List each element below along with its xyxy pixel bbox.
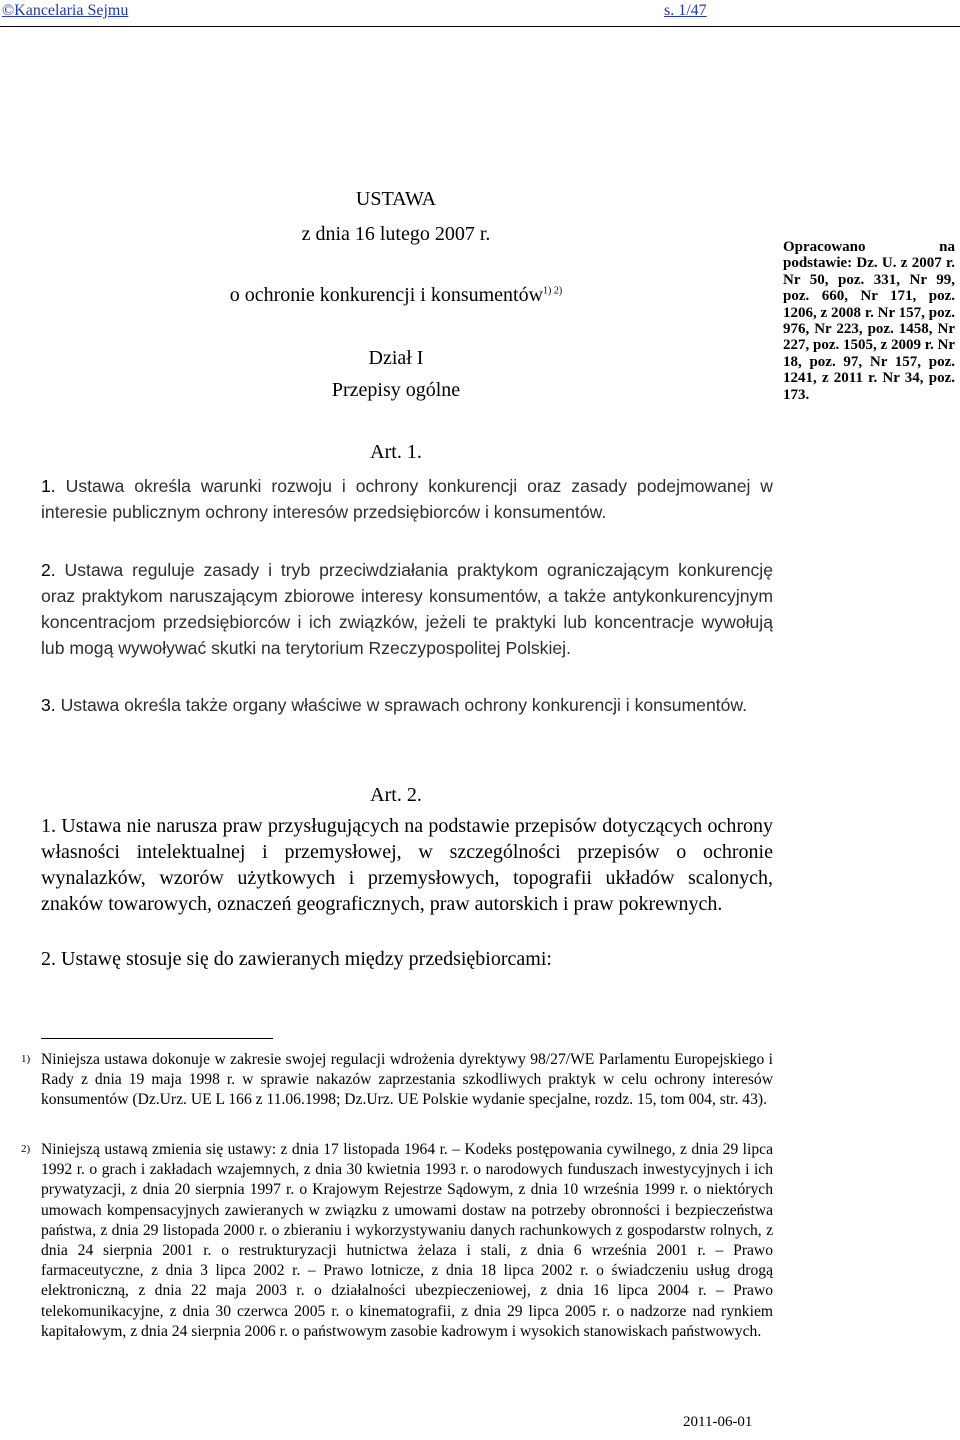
art1-p1-number: 1. (41, 476, 56, 496)
act-type-title: USTAWA (355, 188, 437, 210)
art1-heading: Art. 1. (370, 441, 422, 463)
art1-p3-number: 3. (41, 695, 56, 715)
header-divider (0, 26, 960, 27)
footnote-divider (41, 1038, 273, 1039)
art2-p1-text: Ustawa nie narusza praw przysługujących na podstawie przepisów dotyczących ochrony własności intelektualnej i przemysłowej, w szczególności przepisów o ochronie wynalazków, wzorów użytkowych i przemysłowych, topografii układów scalonych, znaków towarowych, oznaczeń geograficznych, praw autorskich i praw pokrewnych. (41, 815, 773, 915)
art1-p3-text: Ustawa określa także organy właściwe w sprawach ochrony konkurencji i konsumentów. (60, 695, 748, 715)
division-name: Przepisy ogólne (331, 379, 461, 401)
footnote-2 (21, 1140, 773, 1342)
footnote-1 (21, 1050, 773, 1111)
division-label: Dział I (368, 347, 424, 369)
footnote-1-mark: 1) (21, 1053, 31, 1065)
act-date: z dnia 16 lutego 2007 r. (301, 223, 491, 245)
art1-p2-number: 2. (41, 560, 56, 580)
art1-paragraph-3 (41, 692, 773, 718)
footnote-2-text: Niniejszą ustawą zmienia się ustawy: z dnia 17 listopada 1964 r. – Kodeks postępowania cywilnego, z dnia 29 lipca 1992 r. o grach i zakładach wzajemnych, z dnia 30 kwietnia 1993 r. o narodowych funduszach inwestycyjnych i ich prywatyzacji, z dnia 20 sierpnia 1997 r. o Krajowym Rejestrze Sądowym, z dnia 10 września 1999 r. o niektórych umowach kompensacyjnych zawieranych w związku z umowami dostaw na potrzeby obronności i bezpieczeństwa państwa, z dnia 29 listopada 2000 r. o zbieraniu i wykorzystywaniu danych rachunkowych z gospodarstw rolnych, z dnia 24 sierpnia 2001 r. o restrukturyzacji hutnictwa żelaza i stali, z dnia 6 września 2001 r. – Prawo farmaceutyczne, z dnia 3 lipca 2002 r. – Prawo lotnicze, z dnia 18 lipca 2002 r. o świadczeniu usług drogą elektroniczną, z dnia 22 maja 2003 r. o działalności ubezpieczeniowej, z dnia 16 lipca 2004 r. – Prawo telekomunikacyjne, z dnia 30 czerwca 2005 r. o kinematografii, z dnia 29 lipca 2005 r. o nadzorze nad rynkiem kapitałowym, z dnia 24 sierpnia 2006 r. o państwowym zasobie kadrowym i wysokich stanowiskach państwowych. (41, 1141, 773, 1340)
art1-p2-text: Ustawa reguluje zasady i tryb przeciwdziałania praktykom ograniczającym konkurencję oraz praktykom naruszającym zbiorowe interesy konsumentów, a także antykonkurencyjnym koncentracjom przedsiębiorców i ich związków, jeżeli te praktyki lub koncentracje wywołują lub mogą wywoływać skutki na terytorium Rzeczypospolitej Polskiej. (41, 560, 773, 658)
art2-paragraph-1 (41, 813, 773, 917)
art1-paragraph-2 (41, 557, 773, 661)
art2-p2-number: 2. (41, 948, 56, 970)
footnote-2-mark: 2) (21, 1143, 31, 1155)
art1-p1-text: Ustawa określa warunki rozwoju i ochrony konkurencji oraz zasady podejmowanej w interesie publicznym ochrony interesów przedsiębiorców i konsumentów. (41, 476, 774, 522)
footer-date: 2011-06-01 (683, 1414, 753, 1430)
art2-heading: Art. 2. (370, 784, 422, 806)
art2-p2-text: Ustawę stosuje się do zawieranych między przedsiębiorcami: (61, 948, 552, 970)
act-subject-footnote-refs: 1) 2) (543, 285, 563, 297)
copyright-link[interactable]: ©Kancelaria Sejmu (2, 2, 129, 19)
footnote-1-text: Niniejsza ustawa dokonuje w zakresie swojej regulacji wdrożenia dyrektywy 98/27/WE Parlamentu Europejskiego i Rady z dnia 19 maja 1998 r. w sprawie nakazów zaprzestania szkodliwych praktyk w celu ochrony interesów konsumentów (Dz.Urz. UE L 166 z 11.06.1998; Dz.Urz. UE Polskie wydanie specjalne, rozdz. 15, tom 004, str. 43). (41, 1051, 773, 1109)
source-note: Opracowano na podstawie: Dz. U. z 2007 r. Nr 50, poz. 331, Nr 99, poz. 660, Nr 171, poz. 1206, z 2008 r. Nr 157, poz. 976, Nr 223, poz. 1458, Nr 227, poz. 1505, z 2009 r. Nr 18, poz. 97, Nr 157, poz. 1241, z 2011 r. Nr 34, poz. 173. (783, 239, 955, 403)
header-page-number[interactable] (664, 2, 707, 20)
act-subject (176, 284, 616, 307)
header-copyright[interactable] (2, 2, 128, 20)
art2-paragraph-2 (41, 946, 773, 972)
art2-p1-number: 1. (41, 815, 56, 837)
page-number-link[interactable]: s. 1/47 (664, 2, 707, 19)
act-subject-text: o ochronie konkurencji i konsumentów (229, 284, 544, 306)
art1-paragraph-1 (41, 473, 773, 525)
